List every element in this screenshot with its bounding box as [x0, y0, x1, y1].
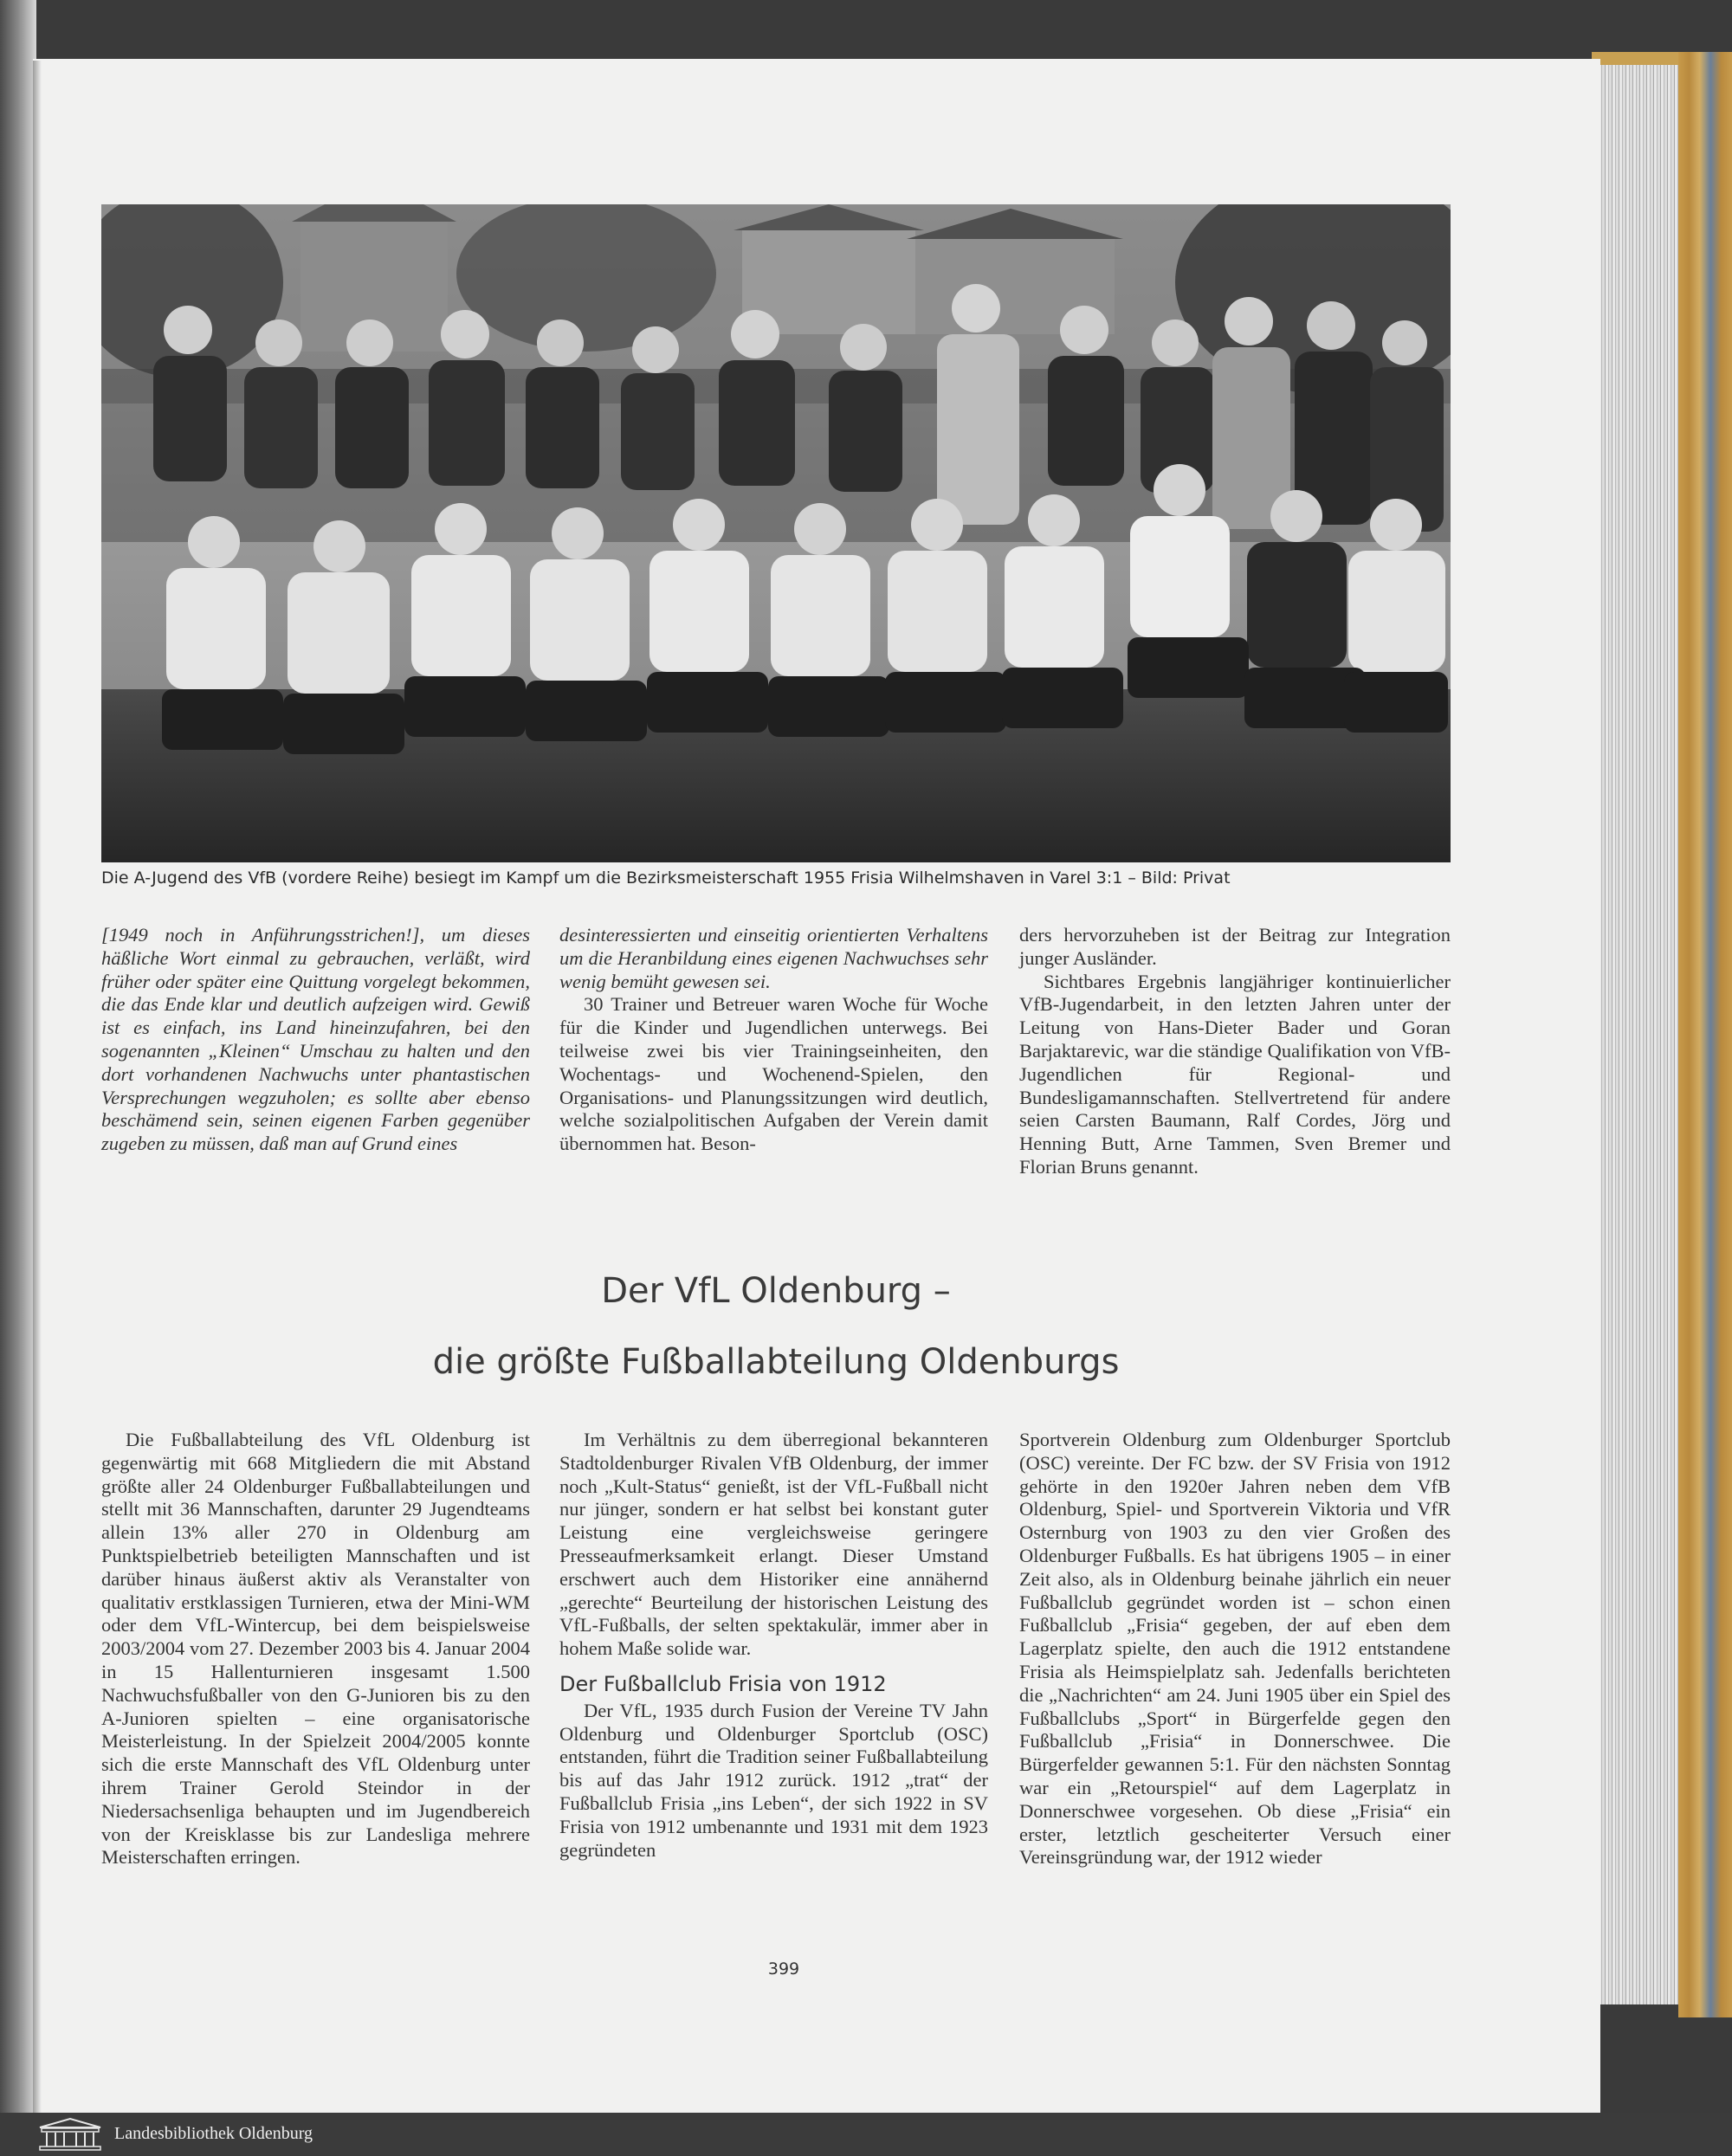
paragraph: 30 Trainer und Betreuer waren Woche für Woche für die Kinder und Jugendlichen unterwegs. Bei teilweise zwei bis vier Trainingseinheiten, den Wochentags- und Wochenend-Spielen, den Organisations- und Planungssitzungen wird deutlich, welche sozialpolitischen Aufgaben der Verein damit übernommen hat. Beson-	[559, 993, 988, 1155]
library-name[interactable]: Landesbibliothek Oldenburg	[114, 2124, 313, 2143]
text-column-3-top	[1019, 924, 1451, 1179]
paragraph: desinteressierten und einseitig orientierten Verhaltens um die Heranbildung eines eigenen Nachwuchses sehr wenig bemüht gewesen sei.	[559, 924, 988, 992]
library-building-icon	[36, 2117, 104, 2152]
paragraph: Die Fußballabteilung des VfL Oldenburg ist gegenwärtig mit 668 Mitgliedern die mit Abstand größte aller 24 Oldenburger Fußballabteilungen und stellt mit 36 Mannschaften, darunter 29 Jugendteams allein 13% aller 270 in Oldenburg am Punktspielbetrieb beteiligten Mannschaften und ist darüber hinaus äußerst aktiv als Veranstalter von qualitativ erstklassigen Turnieren, etwa der Mini-WM oder dem VfL-Wintercup, bei dem beispielsweise 2003/2004 vom 27. Dezember 2003 bis 4. Januar 2004 in 15 Hallenturnieren insgesamt 1.500 Nachwuchsfußballer von den G-Junioren bis zu den A-Junioren spielten – eine organisatorische Meisterleistung. In der Spielzeit 2004/2005 konnte sich die erste Mannschaft des VfL Oldenburg unter ihrem Trainer Gerold Steindor in der Niedersachsenliga behaupten und im Jugendbereich von der Kreisklasse bis zur Landesliga mehrere Meisterschaften erringen.	[101, 1429, 530, 1869]
paragraph: [1949 noch in Anführungsstrichen!], um dieses häßliche Wort einmal zu gebrauchen, verläßt, wird früher oder später eine Quittung vorgelegt bekommen, die das Ende klar und deutlich aufzeigen wird. Gewiß ist es einfach, ins Land hineinzufahren, bei den sogenannten „Kleinen“ Umschau zu halten und den dort vorhandenen Nachwuchs unter phantastischen Versprechungen wegzuholen; es sollte aber ebenso beschämend sein, seinen eigenen Farben gegenüber zugeben zu müssen, daß man auf Grund eines	[101, 924, 530, 1155]
paragraph: Sportverein Oldenburg zum Oldenburger Sportclub (OSC) vereinte. Der FC bzw. der SV Frisia von 1912 gehörte in den 1920er Jahren neben dem VfB Oldenburg, Spiel- und Sportverein Viktoria und VfR Osternburg von 1903 zu den vier Großen des Oldenburger Fußballs. Es hat übrigens 1905 – in einer Zeit also, als in Oldenburg beinahe jährlich ein neuer Fußballclub gegründet worden ist – schon einen Fußballclub „Frisia“ gegeben, der auf eben dem Lagerplatz spielte, den auch die 1912 entstandene Frisia als Heimspielplatz sah. Jedenfalls berichteten die „Nachrichten“ am 24. Juni 1905 über ein Spiel des Fußballclubs „Sport“ in Bürgerfelde gegen den Fußballclub „Frisia“ in Donnerschwee. Die Bürgerfelder gewannen 5:1. Für den nächsten Sonntag war ein „Retourspiel“ auf dem Lagerplatz in Donnerschwee vorgesehen. Ob diese „Frisia“ ein erster, letztlich gescheiterter Versuch einer Vereinsgründung war, der 1912 wieder	[1019, 1429, 1451, 1869]
book-page-edges	[1592, 65, 1678, 2004]
book-cover-right-edge	[1678, 52, 1732, 2017]
text-column-3-bottom	[1019, 1429, 1451, 1869]
paragraph: ders hervorzuheben ist der Beitrag zur Integration junger Ausländer.	[1019, 924, 1451, 969]
page-number: 399	[767, 1959, 800, 1978]
subheading: Der Fußballclub Frisia von 1912	[559, 1671, 887, 1696]
paragraph: Sichtbares Ergebnis langjähriger kontinuierlicher VfB-Jugendarbeit, in den letzten Jahren unter der Leitung von Hans-Dieter Bader und Goran Barjaktarevic, war die ständige Qualifikation von VfB-Jugendlichen für Regional- und Bundesligamannschaften. Stellvertretend für andere seien Carsten Baumann, Ralf Cordes, Jörg und Henning Butt, Arne Tammen, Sven Bremer und Florian Bruns genannt.	[1019, 970, 1451, 1178]
photo-caption: Die A-Jugend des VfB (vordere Reihe) besiegt im Kampf um die Bezirksmeisterschaft 1955 Frisia Wilhelmshaven in Varel 3:1 – Bild: Privat	[101, 868, 1231, 888]
paragraph: Der VfL, 1935 durch Fusion der Vereine TV Jahn Oldenburg und Oldenburger Sportclub (OSC) entstanden, führt die Tradition seiner Fußballabteilung bis auf das Jahr 1912 zurück. 1912 „trat“ der Fußballclub Frisia „ins Leben“, der sich 1922 in SV Frisia von 1912 umbenannte und 1931 mit dem 1923 gegründeten	[559, 1699, 988, 1861]
text-column-1-bottom	[101, 1429, 530, 1869]
section-heading-line-2: die größte Fußballabteilung Oldenburgs	[432, 1342, 1120, 1382]
text-column-2-top	[559, 924, 988, 1156]
library-footer-bar	[0, 2113, 1732, 2155]
text-column-1-top	[101, 924, 530, 1156]
spine-shadow	[33, 61, 42, 2113]
text-column-2-bottom	[559, 1429, 988, 1862]
paragraph: Im Verhältnis zu dem überregional bekannteren Stadtoldenburger Rivalen VfB Oldenburg, der immer noch „Kult-Status“ genießt, ist der VfL-Fußball nicht nur jünger, sondern er hat selbst bei konstant guter Leistung eine vergleichsweise geringere Presseaufmerksamkeit erlangt. Dieser Umstand erschwert auch dem Historiker eine annähernd „gerechte“ Beurteilung der historischen Leistung des VfL-Fußballs, der selten spektakulär, immer aber in hohem Maße solide war.	[559, 1429, 988, 1660]
section-heading-line-1: Der VfL Oldenburg –	[601, 1271, 951, 1311]
team-photo	[101, 204, 1451, 862]
scan-background-left	[0, 0, 36, 2113]
team-photo-illustration	[101, 204, 1451, 862]
